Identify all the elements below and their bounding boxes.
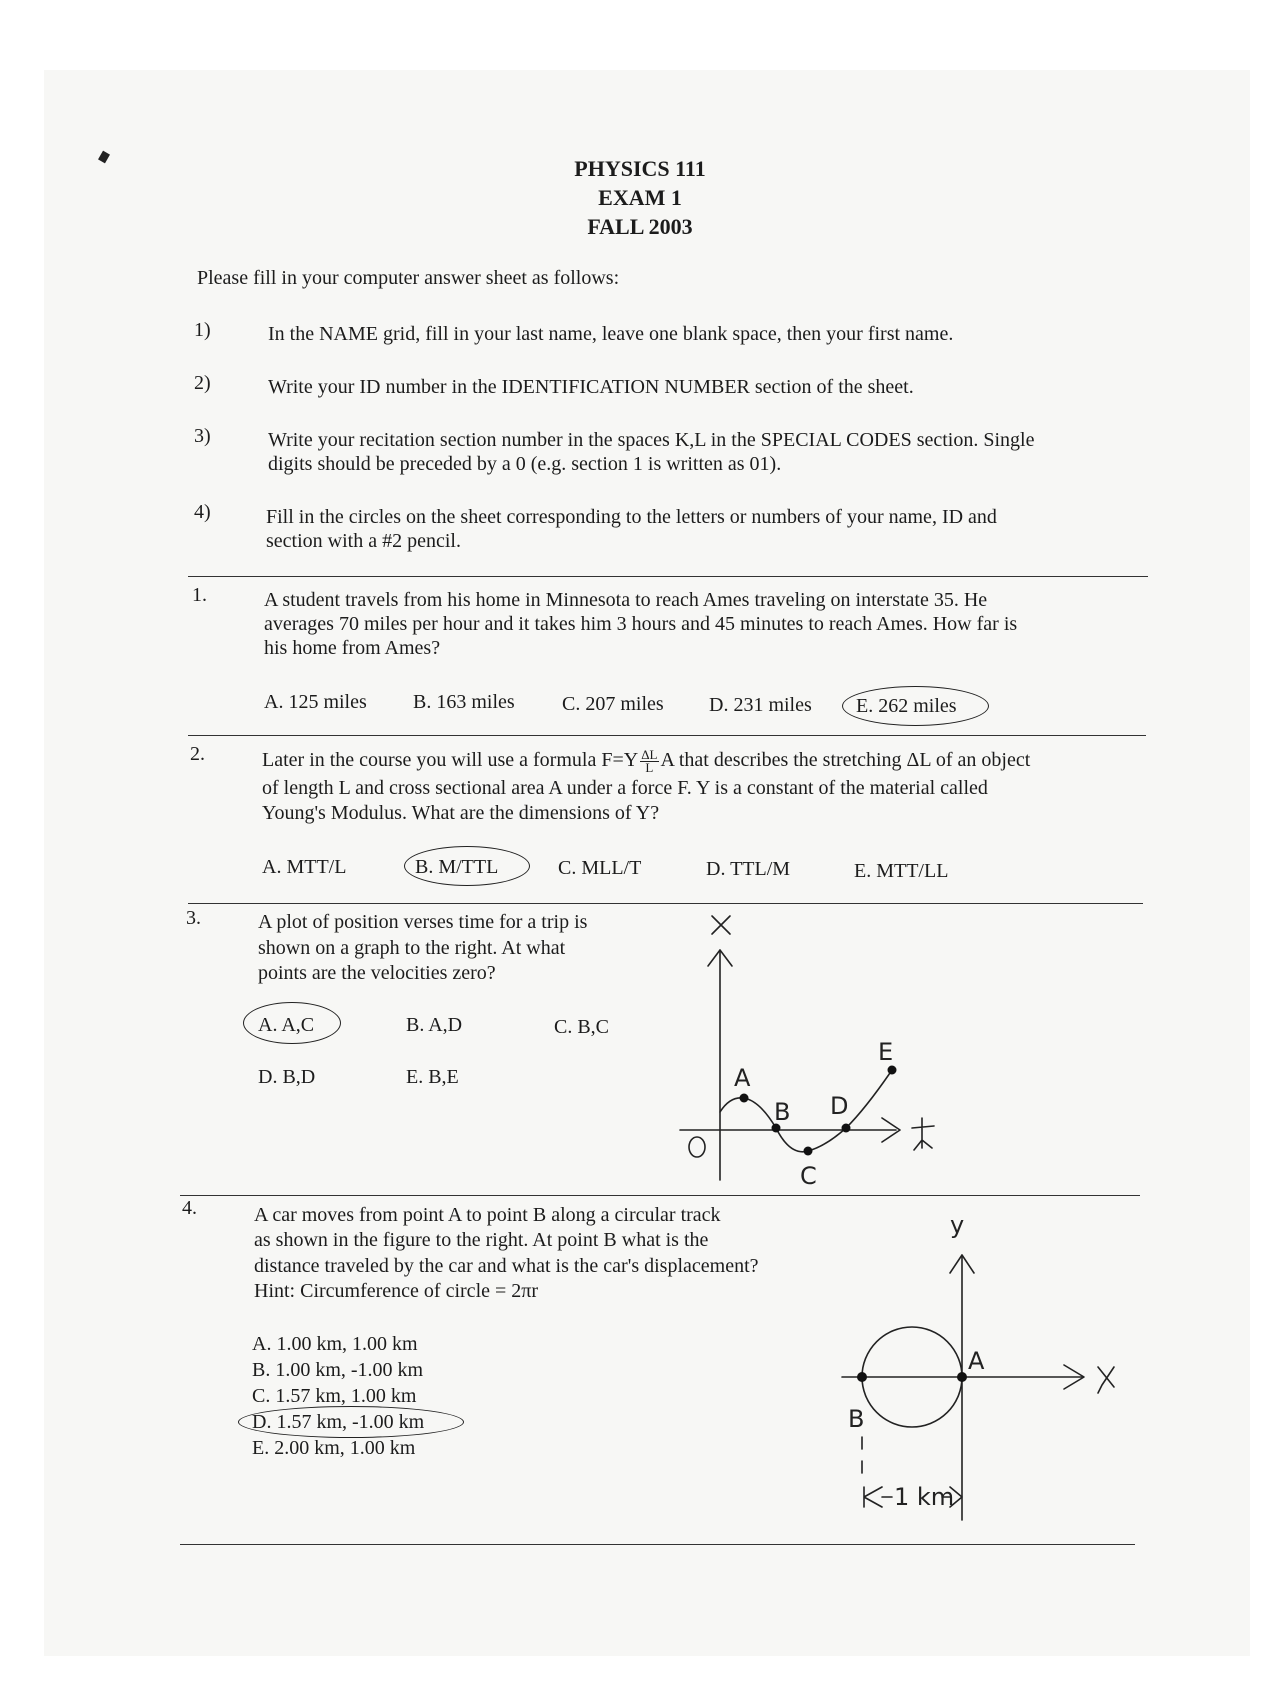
- origin-label-mark: [689, 1137, 705, 1157]
- question-text: A student travels from his home in Minnesota to reach Ames traveling on interstate 35. He: [264, 589, 988, 611]
- instruction-number: 2): [194, 372, 211, 394]
- question-text: of length L and cross sectional area A under a force F. Y is a constant of the material called: [262, 777, 988, 799]
- answer-option: E. MTT/LL: [854, 860, 949, 882]
- exam-title: EXAM 1: [598, 185, 682, 210]
- answer-option: D. B,D: [258, 1066, 316, 1088]
- answer-option: C. MLL/T: [558, 857, 642, 879]
- fraction-numerator: ΔL: [641, 746, 658, 762]
- question-text: A car moves from point A to point B along a circular track: [254, 1204, 721, 1226]
- fraction-denominator: L: [645, 759, 654, 775]
- point-a: [957, 1372, 967, 1382]
- instruction-text: Write your recitation section number in the spaces K,L in the SPECIAL CODES section. Single: [268, 429, 1035, 451]
- instruction-number: 4): [194, 501, 211, 523]
- answer-option: B. A,D: [406, 1014, 463, 1036]
- point-e: [888, 1066, 897, 1075]
- question-number: 3.: [186, 907, 201, 929]
- scale-left-arrow: [864, 1487, 892, 1507]
- instruction-text: section with a #2 pencil.: [266, 530, 461, 552]
- formula-fraction: [640, 746, 658, 775]
- circular-track-figure: [820, 1205, 1140, 1545]
- label-c: C: [800, 1162, 817, 1190]
- term-title: FALL 2003: [587, 214, 693, 239]
- question-text: shown on a graph to the right. At what: [258, 937, 566, 959]
- answer-option: A. 125 miles: [264, 691, 367, 713]
- label-b: B: [774, 1098, 791, 1126]
- instructions-intro: Please fill in your computer answer sheet as follows:: [197, 267, 620, 289]
- section-divider: [180, 1195, 1140, 1196]
- point-a: [740, 1094, 749, 1103]
- formula-trail-text: A that describes the stretching ΔL of an object: [660, 749, 1031, 771]
- question-text: points are the velocities zero?: [258, 962, 496, 984]
- x-axis-label-mark: [712, 916, 730, 934]
- answer-option: B. 163 miles: [413, 691, 515, 713]
- point-c: [804, 1147, 813, 1156]
- question-text-formula-line: [262, 748, 1030, 774]
- course-title: PHYSICS 111: [574, 156, 706, 181]
- answer-option: D. 231 miles: [709, 694, 812, 716]
- answer-option: A. A,C: [258, 1014, 315, 1036]
- question-text: his home from Ames?: [264, 637, 441, 659]
- question-text: Young's Modulus. What are the dimensions of Y?: [262, 802, 660, 824]
- formula-lead-text: Later in the course you will use a formula F=Y: [262, 749, 639, 771]
- t-axis-label-mark: [912, 1118, 934, 1150]
- answer-circle: [243, 1002, 341, 1044]
- answer-option: E. 262 miles: [856, 695, 957, 717]
- answer-option: C. B,C: [554, 1016, 610, 1038]
- question-text: Hint: Circumference of circle = 2πr: [254, 1280, 539, 1302]
- point-b: [857, 1372, 867, 1382]
- answer-option: D. TTL/M: [706, 858, 791, 880]
- question-number: 1.: [192, 584, 207, 606]
- answer-option: C. 1.57 km, 1.00 km: [252, 1385, 417, 1407]
- section-divider: [180, 1544, 1135, 1545]
- answer-option: B. 1.00 km, -1.00 km: [252, 1359, 424, 1381]
- answer-option: E. B,E: [406, 1066, 459, 1088]
- instruction-text: Write your ID number in the IDENTIFICATION NUMBER section of the sheet.: [268, 376, 914, 398]
- question-text: distance traveled by the car and what is the car's displacement?: [254, 1255, 759, 1277]
- label-b: B: [848, 1405, 865, 1433]
- instruction-text: In the NAME grid, fill in your last name, leave one blank space, then your first name.: [268, 323, 954, 345]
- y-axis-label: y: [950, 1211, 965, 1239]
- answer-circle: [238, 1406, 464, 1438]
- label-a: A: [734, 1064, 751, 1092]
- answer-circle: [404, 846, 530, 886]
- instruction-number: 1): [194, 319, 211, 341]
- x-axis-label-mark: [1098, 1367, 1114, 1393]
- label-d: D: [830, 1092, 849, 1120]
- instruction-number: 3): [194, 425, 211, 447]
- point-d: [842, 1124, 851, 1133]
- scale-label: 1 km: [894, 1483, 955, 1511]
- question-number: 4.: [182, 1197, 197, 1219]
- position-time-graph: [660, 900, 950, 1190]
- answer-option: B. M/TTL: [415, 856, 499, 878]
- section-divider: [188, 576, 1148, 577]
- question-text: as shown in the figure to the right. At point B what is the: [254, 1229, 709, 1251]
- section-divider: [188, 735, 1146, 736]
- answer-circle: [842, 686, 989, 726]
- answer-option: D. 1.57 km, -1.00 km: [252, 1411, 425, 1433]
- answer-option: E. 2.00 km, 1.00 km: [252, 1437, 416, 1459]
- answer-option: A. MTT/L: [262, 856, 347, 878]
- answer-option: C. 207 miles: [562, 693, 664, 715]
- instruction-text: Fill in the circles on the sheet corresponding to the letters or numbers of your name, ID and: [266, 506, 997, 528]
- label-a: A: [968, 1347, 985, 1375]
- question-text: A plot of position verses time for a trip is: [258, 911, 588, 933]
- question-number: 2.: [190, 743, 205, 765]
- question-text: averages 70 miles per hour and it takes him 3 hours and 45 minutes to reach Ames. How far is: [264, 613, 1018, 635]
- instruction-text: digits should be preceded by a 0 (e.g. section 1 is written as 01).: [268, 453, 782, 475]
- label-e: E: [878, 1038, 894, 1066]
- answer-option: A. 1.00 km, 1.00 km: [252, 1333, 418, 1355]
